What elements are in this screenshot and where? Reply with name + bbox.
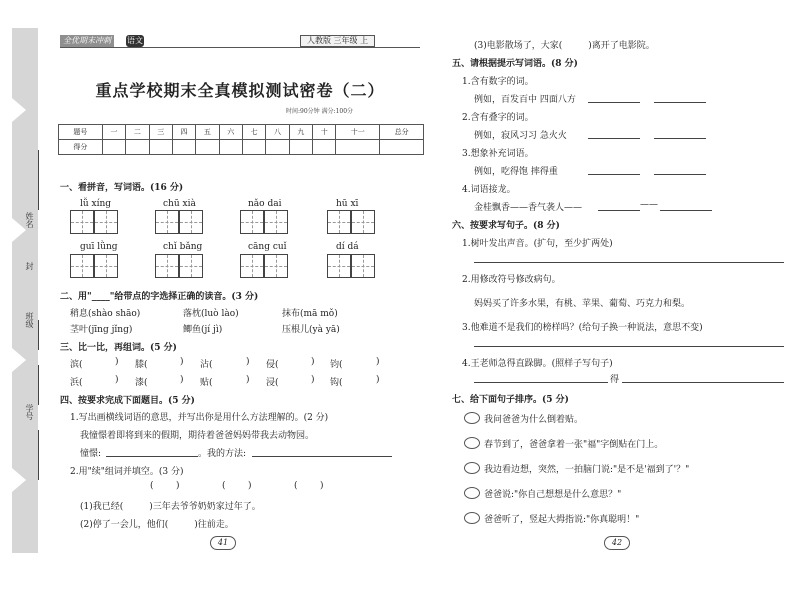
binding-line [38, 365, 39, 405]
hint-item: 4.词语接龙。 [462, 185, 516, 195]
score-cell: 二 [126, 125, 149, 140]
compare-char: 贴( [200, 378, 213, 388]
writing-box[interactable] [327, 254, 351, 278]
writing-box-pair[interactable] [327, 210, 375, 234]
reading-option[interactable]: 鲫鱼(jí jì) [183, 325, 223, 335]
writing-box[interactable] [264, 210, 288, 234]
reading-option[interactable]: 落枕(luò lào) [183, 309, 239, 319]
writing-box-pair[interactable] [327, 254, 375, 278]
binding-notch [12, 98, 26, 122]
score-input-cell[interactable] [172, 140, 195, 155]
score-table [58, 124, 424, 155]
writing-box[interactable] [351, 210, 375, 234]
order-oval[interactable] [464, 412, 480, 424]
score-cell: 七 [242, 125, 265, 140]
fill-sentence-part: )往前走。 [194, 520, 234, 530]
section-1-heading: 一、看拼音，写词语。(16 分) [60, 183, 184, 193]
compare-char: 膝( [135, 360, 148, 370]
binding-label-class: 班级 [25, 312, 34, 328]
compare-char: 钧( [330, 360, 343, 370]
compare-paren[interactable]: ) [115, 357, 119, 367]
subject-badge: 语文 [127, 36, 143, 45]
score-input-cell[interactable] [196, 140, 219, 155]
answer-label: 憧憬: [80, 449, 102, 459]
score-cell: 一 [102, 125, 125, 140]
binding-label-id: 学号 [25, 404, 34, 420]
compare-paren[interactable]: ) [180, 357, 184, 367]
time-info: 时间:90分钟 满分:100分 [286, 108, 354, 115]
order-sentence: 我问爸爸为什么倒着贴。 [484, 415, 584, 425]
score-input-cell[interactable] [219, 140, 242, 155]
compare-paren[interactable]: ) [311, 375, 315, 385]
binding-line [38, 150, 39, 210]
blank-paren[interactable]: ( [222, 481, 226, 491]
score-label-cell: 得分 [59, 140, 103, 155]
score-cell: 十 [313, 125, 336, 140]
pinyin-label: dí dá [336, 242, 359, 252]
order-oval[interactable] [464, 462, 480, 474]
question-4-2: 2.用"续"组词并填空。(3 分) [70, 467, 184, 477]
hint-item: 1.含有数字的词。 [462, 77, 534, 87]
writing-box-pair[interactable] [155, 210, 203, 234]
score-input-cell[interactable] [126, 140, 149, 155]
compare-char: 侵( [266, 360, 279, 370]
fill-sentence-1 [80, 499, 261, 512]
score-table-header-row [59, 125, 424, 140]
writing-box[interactable] [327, 210, 351, 234]
writing-box[interactable] [94, 254, 118, 278]
order-oval[interactable] [464, 512, 480, 524]
pinyin-label: chū xià [163, 199, 196, 209]
question-sentence: 我憧憬着即将到来的假期，期待着爸爸妈妈带我去动物园。 [80, 431, 315, 441]
answer-line[interactable] [588, 174, 640, 175]
pinyin-label: chǐ bǎng [163, 242, 203, 252]
score-cell: 题号 [59, 125, 103, 140]
answer-line[interactable] [588, 102, 640, 103]
hint-example: 例如，百发百中 四面八方 [474, 95, 576, 105]
hint-item: 3.想象补充词语。 [462, 149, 534, 159]
writing-box[interactable] [70, 254, 94, 278]
section-7-heading: 七、给下面句子排序。(5 分) [452, 395, 569, 405]
order-sentence: 春节到了，爸爸拿着一张"福"字倒贴在门上。 [484, 440, 664, 450]
hint-example: 金桂飘香——香气袭人—— [474, 203, 583, 213]
answer-line[interactable] [106, 456, 198, 457]
brand-logo: 全优期末冲刺 [60, 35, 114, 47]
answer-line[interactable] [588, 138, 640, 139]
fill-sentence-part: (2)停了一会儿，他们( [80, 520, 169, 530]
answer-line[interactable] [474, 346, 784, 347]
compare-char: 沾( [200, 360, 213, 370]
section-4-heading: 四、按要求完成下面题目。(5 分) [60, 396, 195, 406]
hint-item: 2.含有叠字的词。 [462, 113, 534, 123]
order-sentence: 爸爸说:"你自己想想是什么意思？" [484, 490, 622, 500]
answer-line[interactable] [474, 382, 608, 383]
score-input-cell[interactable] [266, 140, 289, 155]
compare-char: 浜( [70, 378, 83, 388]
page-title: 重点学校期末全真模拟测试密卷（二） [95, 81, 385, 100]
reading-option[interactable]: 压根儿(yà yā) [282, 325, 340, 335]
compare-paren[interactable]: ) [180, 375, 184, 385]
writing-box[interactable] [351, 254, 375, 278]
writing-box-pair[interactable] [155, 254, 203, 278]
blank-paren[interactable]: ( [294, 481, 298, 491]
reading-option[interactable]: 稍息(shào shāo) [70, 309, 141, 319]
score-cell: 十一 [336, 125, 380, 140]
fill-sentence-part: )三年去爷爷奶奶家过年了。 [149, 502, 261, 512]
section-5-heading: 五、请根据提示写词语。(8 分) [452, 59, 578, 69]
edition-label: 人教版 三年级 上 [300, 35, 375, 47]
compare-paren[interactable]: ) [376, 375, 380, 385]
score-input-cell[interactable] [313, 140, 336, 155]
reading-option[interactable]: 抹布(mā mǒ) [282, 309, 338, 319]
order-sentence: 爸爸听了，竖起大拇指说:"你真聪明！" [484, 515, 640, 525]
fill-sentence-part: )离开了电影院。 [588, 41, 655, 51]
score-cell: 三 [149, 125, 172, 140]
answer-label: 。我的方法: [198, 449, 247, 459]
score-cell: 九 [289, 125, 312, 140]
writing-box[interactable] [179, 254, 203, 278]
pinyin-label: cāng cuǐ [248, 242, 287, 252]
question-sentence: 妈妈买了许多水果，有桃、苹果、葡萄、巧克力和梨。 [474, 299, 691, 309]
binding-label-seal: 封 [25, 262, 34, 270]
answer-line[interactable] [252, 456, 392, 457]
binding-notch [12, 468, 26, 492]
hint-example: 例如，吃得饱 摔得重 [474, 167, 558, 177]
writing-box-pair[interactable] [70, 210, 118, 234]
blank-paren[interactable]: ) [248, 481, 252, 491]
score-cell: 六 [219, 125, 242, 140]
blank-paren[interactable]: ) [176, 481, 180, 491]
score-table-score-row [59, 140, 424, 155]
answer-line[interactable] [622, 382, 784, 383]
order-oval[interactable] [464, 487, 480, 499]
question-4-1: 1.写出画横线词语的意思，并写出你是用什么方法理解的。(2 分) [70, 413, 329, 423]
page-number-left: 41 [210, 536, 236, 550]
score-cell: 总分 [380, 125, 424, 140]
score-input-cell[interactable] [380, 140, 424, 155]
question-6-3: 3.他难道不是我们的榜样吗？(给句子换一种说法，意思不变) [462, 323, 703, 333]
fill-sentence-3 [474, 38, 655, 51]
question-6-2: 2.用修改符号修改病句。 [462, 275, 561, 285]
writing-box[interactable] [240, 254, 264, 278]
compare-char: 滨( [70, 360, 83, 370]
score-input-cell[interactable] [289, 140, 312, 155]
section-3-heading: 三、比一比，再组词。(5 分) [60, 343, 177, 353]
page-number-right: 42 [604, 536, 630, 550]
pinyin-label: guī lǜng [80, 242, 118, 252]
answer-line[interactable] [660, 210, 712, 211]
binding-line [38, 430, 39, 480]
order-sentence: 我边看边想，突然，一拍脑门说:"是不是'福到了'？" [484, 465, 690, 475]
writing-box[interactable] [179, 210, 203, 234]
compare-char: 钩( [330, 378, 343, 388]
compare-char: 漆( [135, 378, 148, 388]
binding-strip [12, 28, 38, 553]
blank-paren[interactable]: ) [320, 481, 324, 491]
fill-sentence-part: (3)电影散场了，大家( [474, 41, 563, 51]
writing-box[interactable] [94, 210, 118, 234]
score-cell: 五 [196, 125, 219, 140]
compare-paren[interactable]: ) [311, 357, 315, 367]
order-oval[interactable] [464, 437, 480, 449]
binding-notch [12, 348, 26, 372]
question-6-1: 1.树叶发出声音。(扩句，至少扩两处) [462, 239, 613, 249]
score-input-cell[interactable] [149, 140, 172, 155]
compare-paren[interactable]: ) [376, 357, 380, 367]
pinyin-label: lǚ xíng [80, 199, 112, 209]
writing-box-pair[interactable] [70, 254, 118, 278]
answer-line[interactable] [474, 262, 784, 263]
answer-line[interactable] [654, 102, 706, 103]
writing-box-pair[interactable] [240, 210, 288, 234]
writing-box[interactable] [264, 254, 288, 278]
answer-line[interactable] [598, 210, 640, 211]
writing-box[interactable] [70, 210, 94, 234]
score-cell: 四 [172, 125, 195, 140]
score-input-cell[interactable] [102, 140, 125, 155]
writing-box-pair[interactable] [240, 254, 288, 278]
answer-line[interactable] [654, 174, 706, 175]
pinyin-label: nǎo dai [248, 199, 282, 209]
score-input-cell[interactable] [336, 140, 380, 155]
section-2-heading: 二、用"____"给带点的字选择正确的读音。(3 分) [60, 292, 259, 302]
fill-sentence-part: (1)我已经( [80, 502, 124, 512]
compare-paren[interactable]: ) [115, 375, 119, 385]
de-char: 得 [610, 375, 620, 385]
binding-line [38, 320, 39, 350]
compare-paren[interactable]: ) [246, 357, 250, 367]
writing-box[interactable] [155, 254, 179, 278]
blank-paren[interactable]: ( [150, 481, 154, 491]
answer-line[interactable] [654, 138, 706, 139]
compare-paren[interactable]: ) [246, 375, 250, 385]
question-6-4: 4.王老师急得直跺脚。(照样子写句子) [462, 359, 613, 369]
writing-box[interactable] [240, 210, 264, 234]
hint-example: 例如，寂风习习 急火火 [474, 131, 567, 141]
pinyin-label: hū xī [336, 199, 359, 209]
binding-label-name: 姓名 [25, 212, 34, 228]
reading-option[interactable]: 茎叶(jīng jǐng) [70, 325, 133, 335]
writing-box[interactable] [155, 210, 179, 234]
dash: —— [640, 200, 658, 210]
fill-sentence-2 [80, 517, 234, 530]
section-6-heading: 六、按要求写句子。(8 分) [452, 221, 560, 231]
score-input-cell[interactable] [242, 140, 265, 155]
compare-char: 浸( [266, 378, 279, 388]
score-cell: 八 [266, 125, 289, 140]
